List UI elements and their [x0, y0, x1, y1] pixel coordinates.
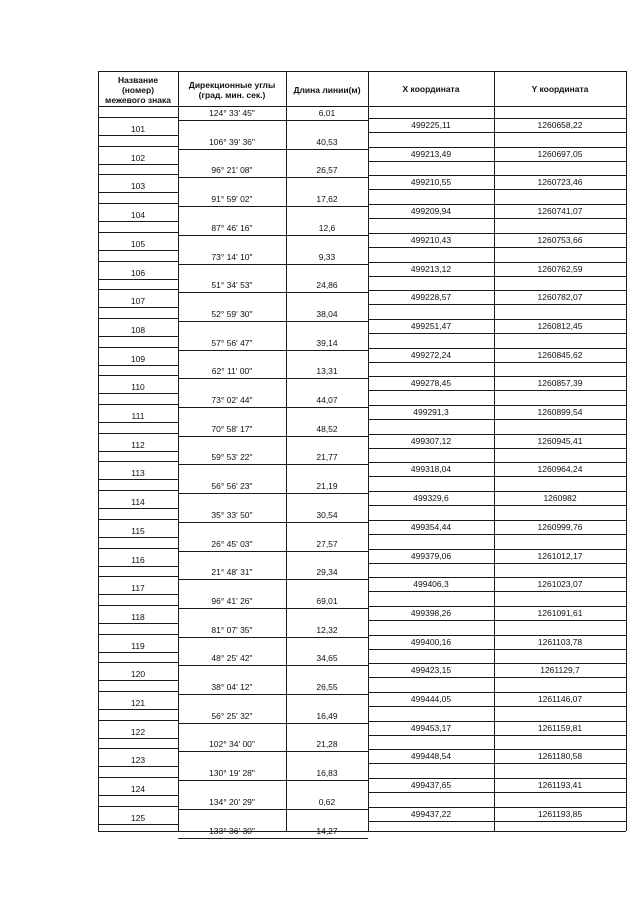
row-rule [98, 605, 178, 606]
row-rule [98, 576, 178, 577]
row-rule [368, 247, 626, 248]
point-name: 102 [130, 152, 146, 163]
y-coordinate: 1261023,07 [537, 579, 583, 590]
row-rule [98, 748, 178, 749]
row-rule [98, 519, 178, 520]
row-rule [178, 551, 286, 552]
row-rule [368, 491, 626, 492]
point-name: 103 [130, 181, 146, 192]
header-name: Название (номер) межевого знака [105, 75, 171, 105]
row-rule [368, 118, 626, 119]
row-rule [178, 149, 286, 150]
row-rule [286, 177, 368, 178]
row-rule [286, 780, 368, 781]
line-length: 16,49 [316, 710, 338, 721]
y-coordinate: 1261129,7 [540, 665, 580, 676]
row-rule [98, 537, 178, 538]
x-coordinate: 499437,22 [410, 808, 452, 819]
x-coordinate: 499318,04 [410, 464, 452, 475]
x-coordinate: 499379,06 [410, 550, 452, 561]
row-rule [368, 721, 626, 722]
x-coordinate: 499210,55 [410, 177, 452, 188]
row-rule [98, 433, 178, 434]
direction-angle: 130° 19' 28" [209, 768, 255, 779]
direction-angle: 73° 14' 10" [211, 251, 253, 262]
x-coordinate: 499213,12 [410, 263, 452, 274]
row-rule [98, 174, 178, 175]
direction-angle: 102° 34' 00" [209, 739, 255, 750]
row-rule [368, 189, 626, 190]
line-length: 34,65 [316, 653, 338, 664]
direction-angle: 26° 45' 03" [211, 538, 253, 549]
row-rule [178, 579, 286, 580]
direction-angle: 56° 25' 32" [211, 710, 253, 721]
header-x: Х координата [402, 84, 460, 94]
row-rule [178, 120, 286, 121]
x-coordinate: 499406,3 [413, 579, 449, 590]
line-length: 48,52 [316, 423, 338, 434]
direction-angle: 70° 58' 17" [211, 423, 253, 434]
row-rule [286, 551, 368, 552]
row-rule [98, 691, 178, 692]
direction-angle: 96° 41' 26" [211, 595, 253, 606]
row-rule [368, 735, 626, 736]
point-name: 120 [130, 669, 146, 680]
row-rule [98, 146, 178, 147]
point-name: 113 [131, 468, 145, 479]
direction-angle: 52° 59' 30" [211, 308, 253, 319]
row-rule [286, 264, 368, 265]
row-rule [286, 665, 368, 666]
row-rule [98, 594, 178, 595]
line-length: 24,86 [316, 280, 338, 291]
column-divider [626, 71, 627, 831]
x-coordinate: 499453,17 [410, 722, 452, 733]
row-rule [98, 479, 178, 480]
row-rule [98, 795, 178, 796]
y-coordinate: 1260697,05 [537, 148, 583, 159]
point-name: 117 [131, 583, 145, 594]
row-rule [98, 250, 178, 251]
row-rule [368, 563, 626, 564]
row-rule [286, 206, 368, 207]
column-divider [494, 71, 495, 831]
point-name: 115 [131, 525, 145, 536]
x-coordinate: 499423,15 [410, 665, 452, 676]
row-rule [178, 809, 286, 810]
y-coordinate: 1261180,58 [537, 751, 583, 762]
direction-angle: 91° 59' 02" [211, 194, 253, 205]
header-length: Длина линии(м) [293, 85, 361, 95]
direction-angle: 87° 46' 16" [211, 222, 253, 233]
x-coordinate: 499400,16 [410, 636, 452, 647]
y-coordinate: 1260964,24 [537, 464, 583, 475]
line-length: 12,6 [318, 222, 336, 233]
row-rule [368, 606, 626, 607]
row-rule [368, 663, 626, 664]
row-rule [368, 792, 626, 793]
row-rule [368, 434, 626, 435]
point-name: 124 [130, 784, 146, 795]
x-coordinate: 499209,94 [410, 206, 452, 217]
y-coordinate: 1261012,17 [537, 550, 583, 561]
row-rule [368, 520, 626, 521]
point-name: 108 [130, 324, 146, 335]
row-rule [178, 665, 286, 666]
row-rule [286, 464, 368, 465]
row-rule [368, 333, 626, 334]
row-rule [368, 476, 626, 477]
row-rule [98, 490, 178, 491]
direction-angle: 56° 56' 23" [211, 481, 253, 492]
y-coordinate: 1260845,62 [537, 349, 583, 360]
row-rule [178, 838, 286, 839]
x-coordinate: 499329,6 [413, 493, 449, 504]
row-rule [368, 218, 626, 219]
row-rule [98, 680, 178, 681]
row-rule [98, 652, 178, 653]
line-length: 9,33 [318, 251, 336, 262]
line-length: 12,32 [316, 624, 338, 635]
row-rule [98, 461, 178, 462]
row-rule [368, 304, 626, 305]
y-coordinate: 1260982 [543, 493, 577, 504]
direction-angle: 35° 33' 50" [211, 509, 253, 520]
row-rule [178, 292, 286, 293]
x-coordinate: 499444,05 [410, 694, 452, 704]
row-rule [98, 365, 178, 366]
row-rule [368, 577, 626, 578]
x-coordinate: 499448,54 [410, 751, 452, 762]
x-coordinate: 499278,45 [410, 378, 452, 389]
row-rule [368, 763, 626, 764]
point-name: 104 [130, 210, 146, 221]
direction-angle: 96° 21' 08" [211, 165, 253, 176]
row-rule [98, 404, 178, 405]
y-coordinate: 1260723,46 [537, 177, 583, 188]
x-coordinate: 499307,12 [410, 435, 452, 446]
row-rule [286, 522, 368, 523]
row-rule [286, 149, 368, 150]
row-rule [178, 464, 286, 465]
line-length: 0,62 [318, 796, 336, 807]
row-rule [98, 135, 178, 136]
point-name: 106 [130, 267, 146, 278]
row-rule [178, 235, 286, 236]
x-coordinate: 499210,43 [410, 234, 452, 245]
row-rule [98, 777, 178, 778]
line-length: 26,57 [316, 165, 338, 176]
row-rule [98, 307, 178, 308]
line-length: 40,53 [316, 136, 338, 147]
x-coordinate: 499228,57 [410, 292, 452, 303]
row-rule [98, 566, 178, 567]
row-rule [368, 807, 626, 808]
row-rule [368, 534, 626, 535]
row-rule [286, 292, 368, 293]
row-rule [368, 419, 626, 420]
row-rule [368, 505, 626, 506]
x-coordinate: 499272,24 [410, 349, 452, 360]
row-rule [98, 720, 178, 721]
point-name: 105 [130, 238, 146, 249]
row-rule [368, 591, 626, 592]
line-length: 27,57 [316, 538, 338, 549]
point-name: 119 [131, 640, 145, 651]
row-rule [286, 493, 368, 494]
row-rule [178, 378, 286, 379]
direction-angle: 81° 07' 35" [211, 624, 253, 635]
line-length: 17,62 [316, 194, 338, 205]
row-rule [368, 147, 626, 148]
point-name: 114 [131, 497, 145, 508]
row-rule [286, 436, 368, 437]
row-rule [368, 262, 626, 263]
row-rule [286, 751, 368, 752]
row-rule [178, 436, 286, 437]
row-rule [178, 407, 286, 408]
row-rule [98, 232, 178, 233]
row-rule [178, 264, 286, 265]
y-coordinate: 1260899,54 [537, 407, 583, 417]
row-rule [98, 221, 178, 222]
point-name: 110 [131, 382, 145, 393]
y-coordinate: 1261159,81 [537, 722, 583, 733]
row-rule [178, 321, 286, 322]
x-coordinate: 499291,3 [413, 407, 449, 417]
line-length: 29,34 [316, 567, 338, 578]
row-rule [286, 723, 368, 724]
point-name: 101 [130, 124, 146, 134]
row-rule [368, 549, 626, 550]
row-rule [368, 749, 626, 750]
direction-angle: 51° 34' 53" [211, 280, 253, 291]
row-rule [178, 493, 286, 494]
row-rule [98, 289, 178, 290]
x-coordinate: 499437,65 [410, 780, 452, 791]
row-rule [286, 579, 368, 580]
row-rule [98, 824, 178, 825]
y-coordinate: 1260812,45 [537, 320, 583, 331]
row-rule [368, 161, 626, 162]
y-coordinate: 1260753,66 [537, 234, 583, 245]
point-name: 123 [130, 755, 146, 766]
y-coordinate: 1260857,39 [537, 378, 583, 389]
row-rule [98, 375, 178, 376]
row-rule [98, 347, 178, 348]
y-coordinate: 1261091,61 [537, 607, 583, 618]
row-rule [98, 634, 178, 635]
row-rule [178, 723, 286, 724]
row-rule [368, 390, 626, 391]
x-coordinate: 499398,26 [410, 607, 452, 618]
direction-angle: 48° 25' 42" [211, 653, 253, 664]
row-rule [368, 276, 626, 277]
x-coordinate: 499225,11 [411, 120, 451, 130]
row-rule [286, 120, 368, 121]
row-rule [368, 778, 626, 779]
direction-angle: 59° 53' 22" [211, 452, 253, 463]
line-length: 14,27 [316, 825, 338, 836]
row-rule [98, 422, 178, 423]
row-rule [178, 177, 286, 178]
row-rule [98, 548, 178, 549]
row-rule [98, 393, 178, 394]
line-length: 38,04 [316, 308, 338, 319]
row-rule [368, 233, 626, 234]
row-rule [98, 192, 178, 193]
direction-angle: 133° 36' 30" [209, 825, 255, 836]
point-name: 122 [130, 726, 146, 737]
line-length: 21,19 [316, 481, 338, 492]
row-rule [98, 806, 178, 807]
row-rule [368, 362, 626, 363]
row-rule [98, 766, 178, 767]
row-rule [178, 694, 286, 695]
y-coordinate: 1260782,07 [537, 292, 583, 303]
y-coordinate: 1260945,41 [537, 435, 583, 446]
direction-angle: 106° 39' 36" [209, 136, 255, 147]
row-rule [368, 290, 626, 291]
point-name: 111 [131, 411, 145, 421]
row-rule [98, 662, 178, 663]
line-length: 21,77 [316, 452, 338, 463]
row-rule [286, 378, 368, 379]
row-rule [98, 709, 178, 710]
y-coordinate: 1260741,07 [537, 206, 583, 217]
row-rule [368, 649, 626, 650]
row-rule [98, 508, 178, 509]
row-rule [178, 780, 286, 781]
row-rule [368, 175, 626, 176]
row-rule [98, 279, 178, 280]
row-rule [286, 637, 368, 638]
row-rule [178, 522, 286, 523]
row-rule [178, 350, 286, 351]
row-rule [368, 204, 626, 205]
line-length: 26,55 [316, 682, 338, 692]
y-coordinate: 1260762,59 [537, 263, 583, 274]
row-rule [286, 838, 368, 839]
header-angle: Дирекционные углы (град. мин. сек.) [188, 80, 276, 100]
row-rule [368, 706, 626, 707]
row-rule [368, 677, 626, 678]
row-rule [286, 235, 368, 236]
y-coordinate: 1261103,78 [537, 636, 583, 647]
row-rule [98, 164, 178, 165]
row-rule [368, 692, 626, 693]
point-name: 121 [130, 698, 146, 708]
line-length: 21,28 [316, 739, 338, 750]
direction-angle: 124° 33' 45" [209, 108, 255, 118]
row-rule [368, 376, 626, 377]
row-rule [178, 608, 286, 609]
row-rule [368, 462, 626, 463]
row-rule [98, 738, 178, 739]
line-length: 44,07 [316, 395, 338, 405]
row-rule [286, 350, 368, 351]
row-rule [368, 448, 626, 449]
line-length: 39,14 [316, 337, 338, 348]
point-name: 112 [131, 439, 145, 450]
direction-angle: 62° 11' 00" [211, 366, 253, 377]
row-rule [368, 319, 626, 320]
row-rule [98, 117, 178, 118]
y-coordinate: 1261193,85 [537, 808, 583, 819]
direction-angle: 21° 48' 31" [211, 567, 253, 578]
row-rule [98, 318, 178, 319]
row-rule [98, 261, 178, 262]
line-length: 69,01 [316, 595, 338, 606]
x-coordinate: 499213,49 [410, 148, 452, 159]
y-coordinate: 1260658,22 [537, 120, 583, 130]
row-rule [286, 321, 368, 322]
direction-angle: 134° 20' 29" [209, 796, 255, 807]
direction-angle: 38° 04' 12" [211, 682, 253, 692]
y-coordinate: 1260999,76 [537, 521, 583, 532]
line-length: 13,31 [316, 366, 338, 377]
row-rule [368, 405, 626, 406]
y-coordinate: 1261193,41 [537, 780, 583, 791]
row-rule [368, 348, 626, 349]
row-rule [178, 751, 286, 752]
row-rule [286, 694, 368, 695]
row-rule [286, 407, 368, 408]
point-name: 116 [131, 554, 145, 565]
row-rule [286, 608, 368, 609]
row-rule [98, 336, 178, 337]
row-rule [368, 635, 626, 636]
row-rule [368, 620, 626, 621]
row-rule [98, 203, 178, 204]
row-rule [178, 206, 286, 207]
column-divider [368, 71, 369, 831]
line-length: 30,54 [316, 509, 338, 520]
row-rule [98, 451, 178, 452]
line-length: 16,83 [316, 768, 338, 779]
row-rule [368, 132, 626, 133]
point-name: 109 [130, 353, 146, 364]
row-rule [98, 623, 178, 624]
row-rule [178, 637, 286, 638]
row-rule [286, 809, 368, 810]
row-rule [368, 821, 626, 822]
point-name: 118 [131, 611, 145, 622]
point-name: 125 [130, 812, 146, 823]
y-coordinate: 1261146,07 [537, 694, 583, 704]
direction-angle: 73° 02' 44" [211, 395, 253, 405]
line-length: 6,01 [318, 108, 336, 118]
x-coordinate: 499251,47 [410, 320, 452, 331]
direction-angle: 57° 56' 47" [211, 337, 253, 348]
header-y: Y координата [531, 84, 589, 94]
x-coordinate: 499354,44 [410, 521, 452, 532]
point-name: 107 [130, 296, 146, 307]
